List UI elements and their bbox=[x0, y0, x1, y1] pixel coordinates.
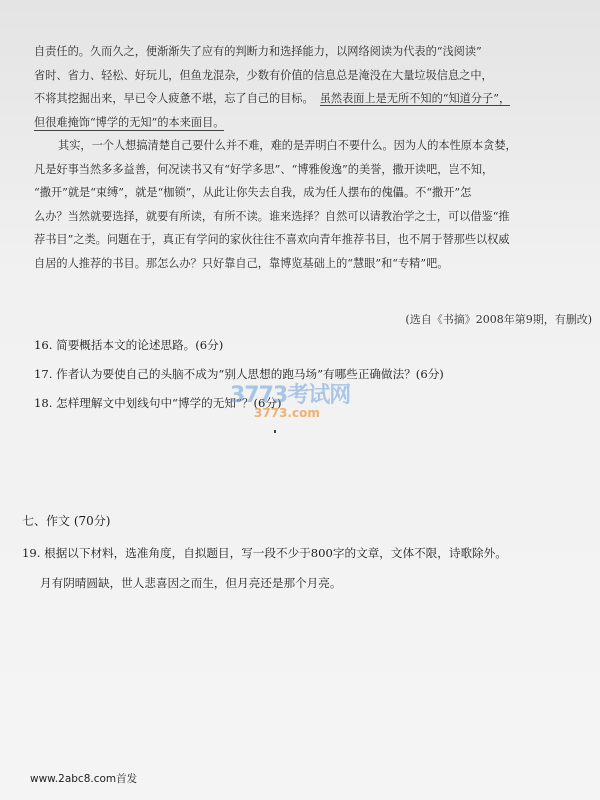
passage-line: “撒开”就是“束缚”，就是“枷锁”，从此让你失去自我，成为任人摆布的傀儡。不“撒开”怎 bbox=[34, 186, 472, 199]
footer-url: www.2abc8.com首发 bbox=[30, 773, 138, 785]
passage-line-text: 不将其挖掘出来，早已令人疲惫不堪，忘了自己的目标。 bbox=[34, 92, 314, 105]
underlined-sentence-end: 但很难掩饰“博学的无知”的本来面目。 bbox=[34, 115, 225, 129]
passage-line: 荐书目”之类。问题在于，真正有学问的家伙往往不喜欢向青年推荐书目，也不屑于替那些以权威 bbox=[34, 233, 510, 246]
question-17: 17. 作者认为要使自己的头脑不成为“别人思想的跑马场”有哪些正确做法？(6分) bbox=[34, 367, 444, 381]
ink-dot bbox=[274, 430, 276, 433]
passage-source: (选自《书摘》2008年第9期，有删改) bbox=[405, 313, 592, 326]
passage-line: 自居的人推荐的书目。那怎么办？只好靠自己，靠博览基础上的“慧眼”和“专精”吧。 bbox=[34, 256, 449, 270]
passage-line: 么办？当然就要选择，就要有所读，有所不读。谁来选择？自然可以请教治学之士，可以借鉴“推 bbox=[34, 209, 510, 223]
question-18: 18. 怎样理解文中划线句中“博学的无知”？(6分) bbox=[34, 396, 282, 410]
passage-line: 省时、省力、轻松、好玩儿，但鱼龙混杂，少数有价值的信息总是淹没在大量垃圾信息之中， bbox=[34, 68, 493, 82]
passage-line: 其实，一个人想搞清楚自己要什么并不难，难的是弄明白不要什么。因为人的本性原本贪婪， bbox=[58, 139, 517, 152]
essay-section-title: 七、作文 (70分) bbox=[22, 514, 111, 528]
essay-material: 月有阴晴圆缺，世人悲喜因之而生，但月亮还是那个月亮。 bbox=[40, 576, 342, 590]
passage-line: 凡是好事当然多多益善，何况读书又有“好学多思”、“博雅俊逸”的美誉，撒开读吧，岂不知， bbox=[34, 162, 494, 176]
passage-line bbox=[34, 87, 582, 111]
watermark-url: 3773.com bbox=[254, 406, 320, 420]
question-16: 16. 简要概括本文的论述思路。(6分) bbox=[34, 338, 224, 352]
watermark-logo: 3773考试网 bbox=[230, 383, 351, 408]
reading-passage bbox=[34, 40, 582, 275]
underlined-sentence-start: 虽然表面上是无所不知的“知道分子”， bbox=[319, 92, 511, 105]
question-19: 19. 根据以下材料，选准角度，自拟题目，写一段不少于800字的文章，文体不限，诗歌除外。 bbox=[22, 546, 507, 560]
passage-line: 自责任的。久而久之，便渐渐失了应有的判断力和选择能力，以网络阅读为代表的“浅阅读” bbox=[34, 45, 482, 58]
